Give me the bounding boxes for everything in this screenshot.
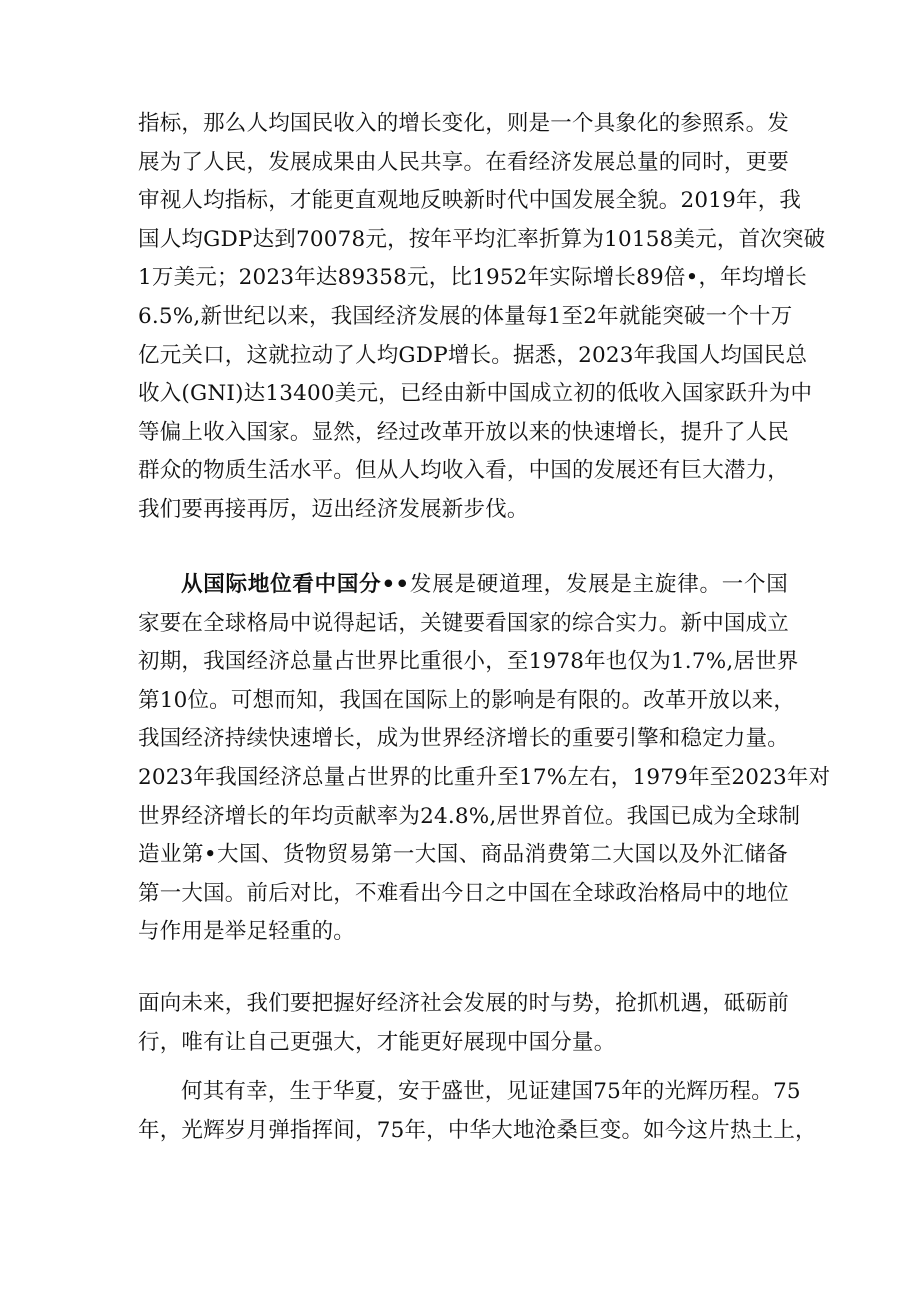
text-line: 等偏上收入国家。显然，经过改革开放以来的快速增长，提升了人民 xyxy=(138,419,790,445)
section-lead-heading: 从国际地位看中国分•• xyxy=(181,572,410,597)
text-line: 行，唯有让自己更强大，才能更好展现中国分量。 xyxy=(138,1029,616,1055)
paragraph-future xyxy=(138,985,788,1062)
text-line: 6.5%,新世纪以来，我国经济发展的体量每1至2年就能突破一个十万 xyxy=(138,303,793,329)
text-line: 指标，那么人均国民收入的增长变化，则是一个具象化的参照系。发 xyxy=(138,111,790,136)
text-span: 发展是硬道理，发展是主旋律。一个国 xyxy=(409,572,789,597)
paragraph-per-capita xyxy=(138,105,826,530)
text-line: 展为了人民，发展成果由人民共享。在看经济发展总量的同时，更要 xyxy=(138,149,790,175)
text-line: 我国经济持续快速增长，成为世界经济增长的重要引擎和稳定力量。 xyxy=(138,726,790,752)
text-line: 第一大国。前后对比，不难看出今日之中国在全球政治格局中的地位 xyxy=(138,880,790,906)
text-line: 初期，我国经济总量占世界比重很小，至1978年也仅为1.7%,居世界 xyxy=(138,649,799,675)
text-line: 面向未来，我们要把握好经济社会发展的时与势，抢抓机遇，砥砺前 xyxy=(138,991,790,1016)
text-line: 审视人均指标，才能更直观地反映新时代中国发展全貌。2019年，我 xyxy=(138,188,802,214)
text-line: 国人均GDP达到70078元，按年平均汇率折算为10158美元，首次突破 xyxy=(138,226,826,252)
text-line: 世界经济增长的年均贡献率为24.8%,居世界首位。我国已成为全球制 xyxy=(138,803,801,829)
text-line: 年，光辉岁月弹指挥间，75年，中华大地沧桑巨变。如今这片热土上， xyxy=(138,1117,817,1143)
text-line: 2023年我国经济总量占世界的比重升至17%左右，1979年至2023年对 xyxy=(138,764,831,790)
text-line: 与作用是举足轻重的。 xyxy=(138,919,356,945)
text-line: 亿元关口，这就拉动了人均GDP增长。据悉，2023年我国人均国民总 xyxy=(138,342,808,368)
text-line: 我们要再接再厉，迈出经济发展新步伐。 xyxy=(138,496,529,522)
text-line: 造业第•大国、货物贸易第一大国、商品消费第二大国以及外汇储备 xyxy=(138,842,788,868)
text-line: 第10位。可想而知，我国在国际上的影响是有限的。改革开放以来， xyxy=(138,687,796,713)
paragraph-seventy-five-years xyxy=(138,1073,817,1150)
paragraph-international-status xyxy=(138,566,831,952)
text-line: 家要在全球格局中说得起话，关键要看国家的综合实力。新中国成立 xyxy=(138,610,790,636)
text-line: 收入(GNI)达13400美元，已经由新中国成立初的低收入国家跃升为中 xyxy=(138,381,813,407)
text-line: 群众的物质生活水平。但从人均收入看，中国的发展还有巨大潜力， xyxy=(138,458,790,484)
text-line: 何其有幸，生于华夏，安于盛世，见证建国75年的光辉历程。75 xyxy=(181,1079,801,1104)
text-line xyxy=(138,566,788,605)
text-line: 1万美元；2023年达89358元，比1952年实际增长89倍•，年均增长 xyxy=(138,265,807,291)
